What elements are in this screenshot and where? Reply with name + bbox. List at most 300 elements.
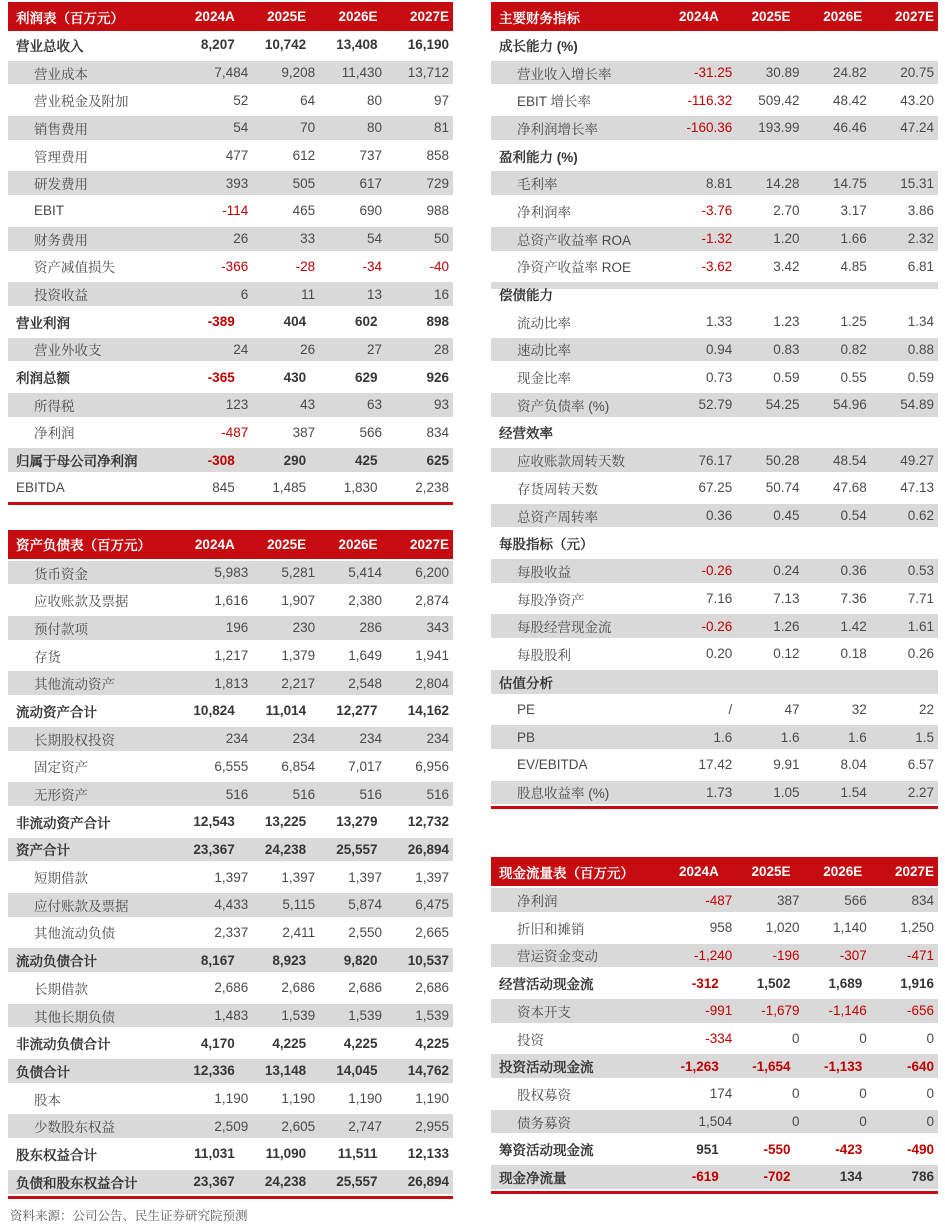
- row-label: 股东权益合计: [16, 1147, 97, 1163]
- row-label: 净利润率: [517, 204, 571, 220]
- cell-value: 23,367: [193, 1174, 235, 1190]
- cell-value: 16: [433, 286, 449, 302]
- cell-value: 80: [367, 120, 383, 136]
- table-row: [491, 308, 938, 336]
- row-label: 应付账款及票据: [34, 898, 129, 914]
- column-header: 2024A: [194, 536, 235, 552]
- cell-value: 6,200: [415, 565, 449, 581]
- cell-value: 52: [233, 92, 249, 108]
- cell-value: 13,279: [336, 814, 378, 830]
- row-label: 股权募资: [517, 1087, 571, 1103]
- row-label: 每股指标（元）: [499, 537, 594, 553]
- cell-value: 81: [433, 120, 449, 136]
- row-label: 经营活动现金流: [499, 977, 594, 993]
- cell-value: 509.42: [758, 92, 800, 108]
- cell-value: 8.04: [840, 757, 867, 773]
- table-row: [491, 612, 938, 640]
- cell-value: 566: [359, 424, 383, 440]
- table-row: [491, 1025, 938, 1053]
- row-label: 净资产收益率 ROE: [517, 260, 632, 276]
- cell-value: -423: [835, 1141, 863, 1157]
- cell-value: 4,170: [200, 1035, 235, 1051]
- table-row: [8, 59, 453, 87]
- cell-value: 93: [433, 397, 449, 413]
- table-row: [491, 1135, 938, 1163]
- table-row: [8, 197, 453, 225]
- table-title: 资产负债表（百万元）: [16, 538, 151, 554]
- cell-value: 387: [292, 424, 316, 440]
- row-label: 现金比率: [517, 371, 571, 387]
- cell-value: 1.6: [780, 729, 800, 745]
- right-column: [491, 2, 938, 1194]
- table-row: [491, 942, 938, 970]
- row-label: 折旧和摊销: [517, 921, 585, 937]
- row-label: 资本开支: [517, 1004, 571, 1020]
- cell-value: 10,537: [407, 952, 449, 968]
- cell-value: 26: [300, 341, 316, 357]
- row-label: 净利润: [34, 426, 75, 442]
- cell-value: -0.26: [701, 563, 733, 579]
- cell-value: 951: [696, 1141, 719, 1157]
- cell-value: 0.36: [705, 508, 733, 524]
- column-header: 2026E: [338, 9, 378, 24]
- table-row: [8, 280, 453, 308]
- row-label: EV/EBITDA: [517, 757, 588, 773]
- row-label: PB: [517, 729, 536, 745]
- cell-value: 1,504: [698, 1114, 733, 1130]
- cell-value: 9.91: [773, 757, 800, 773]
- table-row: [8, 169, 453, 197]
- cell-value: 2,665: [415, 924, 449, 940]
- column-header: 2024A: [678, 864, 719, 880]
- cell-value: 0.88: [907, 341, 935, 357]
- cell-value: 430: [283, 369, 307, 385]
- cell-value: 76.17: [698, 452, 733, 468]
- row-label: 其他长期负债: [34, 1009, 115, 1025]
- cell-value: 729: [426, 175, 449, 191]
- cell-value: 54: [233, 120, 249, 136]
- cell-value: 834: [426, 424, 449, 440]
- cell-value: -1,654: [752, 1058, 791, 1074]
- row-label: 应收账款及票据: [34, 594, 129, 610]
- cell-value: 1,190: [415, 1091, 449, 1107]
- cell-value: -1.32: [701, 231, 733, 247]
- cell-value: 1,941: [415, 648, 449, 664]
- cell-value: 0.59: [907, 369, 935, 385]
- cell-value: -334: [705, 1031, 733, 1047]
- table-row: [8, 1057, 453, 1085]
- cell-value: 11,430: [341, 65, 383, 81]
- table-row: [491, 723, 938, 751]
- row-label: 营业收入增长率: [517, 66, 612, 82]
- cell-value: 0.82: [840, 341, 867, 357]
- table-row: [8, 780, 453, 808]
- table-title: 主要财务指标: [499, 10, 580, 26]
- cell-value: -3.62: [701, 258, 733, 274]
- cell-value: 1,483: [214, 1008, 249, 1024]
- cell-value: 0.53: [907, 563, 935, 579]
- cell-value: 1.54: [840, 784, 867, 800]
- cell-value: 24.82: [832, 65, 867, 81]
- row-label: 长期股权投资: [34, 732, 115, 748]
- cell-value: 193.99: [758, 120, 800, 136]
- row-label: 经营效率: [499, 426, 553, 442]
- table-row: [8, 253, 453, 281]
- cell-value: 1.61: [907, 618, 935, 634]
- cell-value: 28: [433, 341, 449, 357]
- balance-sheet-table: [8, 530, 453, 1199]
- cell-value: 11,511: [337, 1146, 378, 1162]
- cell-value: 67.25: [698, 480, 733, 496]
- cell-value: -365: [207, 369, 235, 385]
- cell-value: 25,557: [336, 1174, 378, 1190]
- cell-value: 1,689: [828, 975, 863, 991]
- cell-value: -160.36: [686, 120, 733, 136]
- cell-value: 1.73: [705, 784, 733, 800]
- row-label: 总资产周转率: [517, 509, 598, 525]
- table-row: [491, 1080, 938, 1108]
- row-label: 债务募资: [517, 1115, 571, 1131]
- table-row: [8, 1029, 453, 1057]
- section-header-row: [491, 419, 938, 447]
- cell-value: -656: [907, 1003, 935, 1019]
- cell-value: 1,397: [214, 869, 249, 885]
- table-row: [8, 974, 453, 1002]
- cell-value: 290: [283, 452, 307, 468]
- cell-value: 0.36: [840, 563, 867, 579]
- cell-value: 1.5: [915, 729, 935, 745]
- cell-value: -619: [691, 1169, 719, 1185]
- table-row: [491, 969, 938, 997]
- cell-value: 1.05: [773, 784, 800, 800]
- section-header-row: [491, 668, 938, 696]
- row-label: 投资收益: [34, 288, 88, 304]
- cell-value: 5,874: [348, 897, 383, 913]
- table-row: [8, 1168, 453, 1196]
- cell-value: 2,686: [214, 980, 249, 996]
- table-row: [491, 914, 938, 942]
- cell-value: 858: [426, 148, 449, 164]
- cell-value: 404: [283, 314, 307, 330]
- income-statement-table: [8, 2, 453, 505]
- key-financial-metrics-table: [491, 2, 938, 809]
- cell-value: 1.20: [773, 231, 800, 247]
- cell-value: 49.27: [900, 452, 935, 468]
- row-label: 营业总收入: [16, 38, 84, 54]
- row-label: 速动比率: [517, 343, 571, 359]
- cell-value: 1.6: [713, 729, 733, 745]
- row-label: 销售费用: [34, 121, 88, 137]
- cell-value: 465: [292, 203, 316, 219]
- table-row: [491, 1052, 938, 1080]
- table-row: [8, 559, 453, 587]
- cell-value: 4,433: [214, 897, 249, 913]
- cell-value: 2,686: [281, 980, 316, 996]
- table-row: [8, 1112, 453, 1140]
- cell-value: 14.28: [765, 175, 800, 191]
- cell-value: 7.36: [840, 591, 867, 607]
- cell-value: 174: [709, 1086, 733, 1102]
- cell-value: 8,167: [200, 952, 235, 968]
- cell-value: -40: [429, 258, 449, 274]
- cell-value: 898: [426, 314, 449, 330]
- cell-value: 4,225: [415, 1035, 449, 1051]
- table-row: [8, 142, 453, 170]
- cell-value: 1.25: [840, 314, 867, 330]
- cell-value: 32: [851, 701, 867, 717]
- row-label: 净利润增长率: [517, 121, 598, 137]
- table-row: [8, 1002, 453, 1030]
- cell-value: -389: [207, 314, 235, 330]
- table-row: [8, 836, 453, 864]
- cell-value: 5,983: [214, 565, 249, 581]
- table-row: [8, 753, 453, 781]
- cell-value: 1,830: [343, 480, 378, 496]
- cell-value: 6,854: [281, 758, 316, 774]
- cell-value: 1,539: [281, 1008, 316, 1024]
- cell-value: -34: [362, 258, 383, 274]
- cell-value: 97: [433, 92, 449, 108]
- cell-value: 4.85: [840, 258, 867, 274]
- cell-value: 13,408: [336, 37, 378, 53]
- cell-value: 17.42: [698, 757, 733, 773]
- row-label: 资产减值损失: [34, 260, 115, 276]
- cell-value: 786: [911, 1169, 935, 1185]
- cell-value: 0: [791, 1114, 800, 1130]
- table-row: [491, 696, 938, 724]
- cell-value: 2,548: [348, 675, 383, 691]
- cell-value: 926: [426, 369, 449, 385]
- table-row: [8, 308, 453, 336]
- cell-value: 24,238: [264, 841, 307, 857]
- cell-value: 629: [355, 369, 378, 385]
- row-label: 利润总额: [16, 371, 70, 387]
- table-row: [8, 446, 453, 474]
- column-header: 2024A: [194, 9, 235, 24]
- cell-value: 8,207: [200, 37, 235, 53]
- table-row: [491, 1108, 938, 1136]
- cell-value: 6.57: [907, 757, 935, 773]
- cell-value: 26: [233, 231, 249, 247]
- cell-value: 1,397: [415, 869, 449, 885]
- cell-value: 13,712: [407, 65, 449, 81]
- cell-value: 2.32: [907, 231, 935, 247]
- column-header: 2027E: [409, 536, 449, 552]
- row-label: 货币资金: [34, 566, 88, 582]
- row-label: 固定资产: [34, 760, 88, 776]
- cell-value: 5,281: [281, 565, 316, 581]
- cell-value: 2,380: [348, 592, 383, 608]
- cell-value: -487: [705, 892, 733, 908]
- row-label: 股本: [34, 1092, 61, 1108]
- cell-value: 1,485: [272, 480, 307, 496]
- cell-value: /: [728, 701, 733, 717]
- cell-value: 343: [426, 620, 449, 636]
- cell-value: 0.12: [773, 646, 800, 662]
- cell-value: 1,907: [281, 592, 316, 608]
- cell-value: 2,874: [415, 592, 449, 608]
- cell-value: 6.81: [907, 258, 935, 274]
- cell-value: 0.55: [840, 369, 867, 385]
- cell-value: 988: [426, 203, 449, 219]
- cell-value: 505: [292, 175, 316, 191]
- cell-value: 2,747: [348, 1118, 383, 1134]
- cell-value: 0: [791, 1086, 800, 1102]
- cell-value: 13: [367, 286, 383, 302]
- cell-value: 10,742: [264, 37, 307, 53]
- table-row: [8, 419, 453, 447]
- cell-value: 7.71: [907, 591, 935, 607]
- table-header-row: [491, 2, 938, 31]
- cell-value: 1,217: [214, 648, 249, 664]
- cell-value: 6: [240, 286, 249, 302]
- cell-value: -1,133: [823, 1058, 863, 1074]
- table-row: [8, 31, 453, 59]
- row-label: 每股股利: [517, 647, 571, 663]
- table-row: [8, 919, 453, 947]
- cell-value: 13,225: [264, 814, 307, 830]
- table-row: [8, 86, 453, 114]
- row-label: 存货: [34, 649, 61, 665]
- cell-value: 5,115: [282, 897, 316, 913]
- cell-value: 43: [300, 397, 316, 413]
- cell-value: -114: [222, 203, 249, 219]
- cell-value: 566: [844, 892, 867, 908]
- row-label: 流动比率: [517, 315, 571, 331]
- row-label: 毛利率: [517, 177, 558, 193]
- section-header-row: [491, 31, 938, 59]
- row-label: 偿债能力: [499, 288, 553, 304]
- cell-value: 516: [225, 786, 249, 802]
- cell-value: 1,190: [348, 1091, 383, 1107]
- cell-value: 1,379: [281, 648, 316, 664]
- cell-value: 54.25: [765, 397, 800, 413]
- cell-value: 387: [776, 892, 800, 908]
- cell-value: 50.28: [765, 452, 800, 468]
- table-row: [491, 997, 938, 1025]
- row-label: 长期借款: [34, 981, 88, 997]
- cell-value: 24,238: [264, 1174, 307, 1190]
- row-label: 流动负债合计: [16, 954, 97, 970]
- cell-value: 2,605: [281, 1118, 316, 1134]
- cell-value: 50.74: [765, 480, 800, 496]
- row-label: 负债合计: [16, 1064, 70, 1080]
- table-row: [8, 225, 453, 253]
- table-row: [491, 779, 938, 807]
- cell-value: 123: [225, 397, 249, 413]
- cell-value: 0.83: [773, 341, 800, 357]
- cell-value: 9,820: [343, 952, 378, 968]
- cell-value: -490: [907, 1141, 935, 1157]
- cell-value: -308: [207, 452, 235, 468]
- cell-value: 6,555: [214, 758, 249, 774]
- cell-value: 70: [300, 120, 316, 136]
- table-header-row: [8, 530, 453, 559]
- cell-value: 64: [300, 92, 316, 108]
- column-header: 2025E: [267, 536, 307, 552]
- cell-value: 625: [426, 452, 449, 468]
- cell-value: 43.20: [900, 92, 935, 108]
- row-label: 资产负债率 (%): [517, 398, 610, 414]
- cell-value: 63: [367, 397, 383, 413]
- cell-value: 0.94: [705, 341, 733, 357]
- row-label: 短期借款: [34, 871, 88, 887]
- row-label: 存货周转天数: [517, 481, 598, 497]
- table-row: [491, 197, 938, 225]
- cell-value: 0.45: [773, 508, 800, 524]
- cell-value: 30.89: [765, 65, 800, 81]
- cell-value: 1,502: [756, 975, 791, 991]
- cell-value: 3.86: [907, 203, 935, 219]
- cell-value: 286: [359, 620, 383, 636]
- table-row: [8, 1140, 453, 1168]
- cell-value: 612: [292, 148, 316, 164]
- cell-value: 12,732: [407, 814, 449, 830]
- cell-value: 1,140: [832, 920, 867, 936]
- column-header: 2027E: [409, 9, 449, 24]
- cell-value: 47.13: [900, 480, 935, 496]
- cell-value: 7.13: [773, 591, 800, 607]
- row-label: 营业外收支: [34, 343, 102, 359]
- cell-value: 54.89: [900, 397, 935, 413]
- cell-value: 54: [367, 231, 383, 247]
- cell-value: 3.17: [840, 203, 867, 219]
- row-label: 投资活动现金流: [499, 1060, 594, 1076]
- cell-value: 24: [233, 341, 249, 357]
- cell-value: -640: [907, 1058, 935, 1074]
- cell-value: 0: [859, 1031, 867, 1047]
- cell-value: -366: [221, 258, 249, 274]
- row-label: 少数股东权益: [34, 1120, 115, 1136]
- table-row: [491, 557, 938, 585]
- table-row: [491, 391, 938, 419]
- left-column: [8, 2, 453, 1224]
- table-row: [8, 946, 453, 974]
- cell-value: 602: [355, 314, 378, 330]
- cell-value: 2,955: [415, 1118, 449, 1134]
- cell-value: 134: [839, 1169, 863, 1185]
- cell-value: 234: [225, 731, 249, 747]
- table-header-row: [8, 2, 453, 31]
- table-row: [491, 474, 938, 502]
- cell-value: 14,045: [336, 1063, 378, 1079]
- table-title: 现金流量表（百万元）: [499, 865, 634, 881]
- table-row: [491, 585, 938, 613]
- cell-value: 12,336: [193, 1063, 235, 1079]
- cell-value: 6,475: [415, 897, 449, 913]
- cell-value: 516: [292, 786, 316, 802]
- cell-value: 46.46: [832, 120, 867, 136]
- row-label: 净利润: [517, 894, 558, 910]
- cell-value: 1,190: [214, 1091, 249, 1107]
- table-row: [491, 59, 938, 87]
- row-label: 营运资金变动: [517, 949, 598, 965]
- cell-value: 2,509: [214, 1118, 249, 1134]
- row-label: 每股经营现金流: [517, 620, 612, 636]
- cell-value: 1,616: [214, 592, 249, 608]
- cell-value: 737: [359, 148, 383, 164]
- cell-value: -471: [907, 947, 935, 963]
- cell-value: -702: [763, 1169, 791, 1185]
- cell-value: -991: [705, 1003, 733, 1019]
- cell-value: 14,762: [407, 1063, 449, 1079]
- cell-value: 14,162: [407, 703, 449, 719]
- cell-value: 9,208: [281, 65, 316, 81]
- cell-value: 2,804: [415, 675, 449, 691]
- cell-value: 0: [859, 1086, 867, 1102]
- row-label: 营业成本: [34, 66, 88, 82]
- cell-value: 1.33: [705, 314, 733, 330]
